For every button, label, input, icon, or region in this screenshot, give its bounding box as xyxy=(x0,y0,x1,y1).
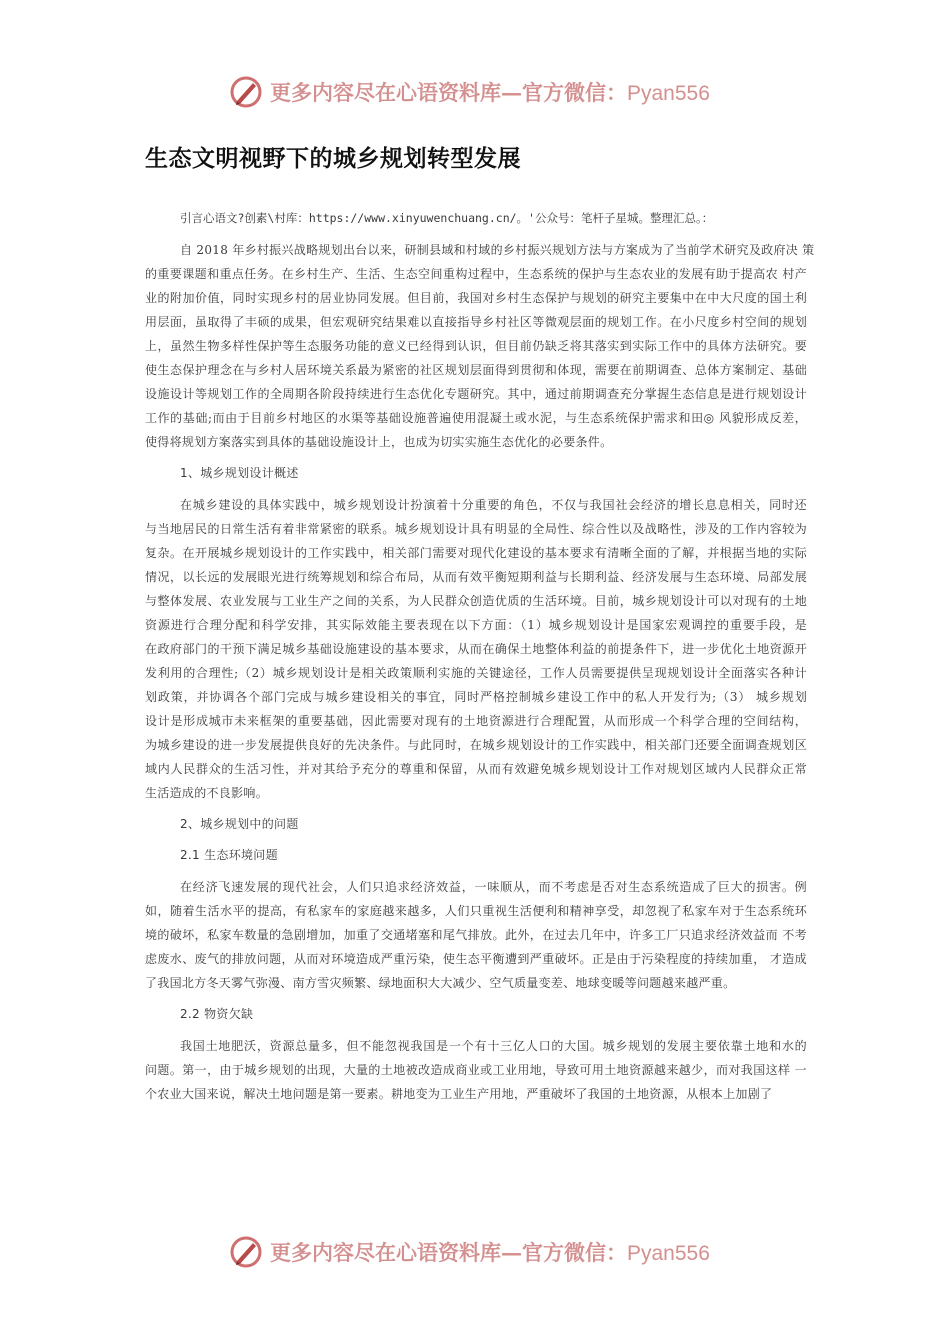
paragraph-line: 个农业大国来说，解决土地问题是第一要素。耕地变为工业生产用地，严重破坏了我国的土地资源，从根本上加剧了 xyxy=(145,1087,773,1101)
pen-logo-icon xyxy=(228,1234,264,1270)
paragraph-line: 生活造成的不良影响。 xyxy=(145,786,269,800)
paragraph-line: 设计是形成城市未来框架的重要基础，因此需要对现有的土地资源进行合理配置，从而形成一个科学合理的空间结构， xyxy=(145,714,807,728)
banner-slogan: 更多内容尽在心语资料库—官方微信： xyxy=(270,80,627,105)
subsection-heading: 2.1 生态环境问题 xyxy=(180,848,278,862)
paragraph-line: 使得将规划方案落实到具体的基础设施设计上，也成为切实实施生态优化的必要条件。 xyxy=(145,435,613,449)
paragraph-line: 与整体发展、农业发展与工业生产之间的关系，为人民群众创造优质的生活环境。目前，城乡规划设计可以对现有的土地 xyxy=(145,594,807,608)
pen-logo-icon xyxy=(228,74,264,110)
paragraph-line: 在经济飞速发展的现代社会，人们只追求经济效益，一味顺从，而不考虑是否对生态系统造成了巨大的损害。例 xyxy=(180,880,807,894)
subsection-heading: 2.2 物资欠缺 xyxy=(180,1007,254,1021)
section-heading: 1、城乡规划设计概述 xyxy=(180,466,299,480)
banner-text xyxy=(270,77,710,107)
banner-wechat-id: Pyan556 xyxy=(627,1242,710,1265)
paragraph-line: 情况，以长远的发展眼光进行统筹规划和综合布局，从而有效平衡短期利益与长期利益、经济发展与生态环境、局部发展 xyxy=(145,570,807,584)
paragraph-line: 设施设计等规划工作的全周期各阶段持续进行生态优化专题研究。其中，通过前期调查充分掌握生态信息是进行规划设计 xyxy=(145,387,807,401)
paragraph-line: 我国土地肥沃，资源总量多，但不能忽视我国是一个有十三亿人口的大国。城乡规划的发展主要依靠土地和水的 xyxy=(180,1039,807,1053)
paragraph-line: 复杂。在开展城乡规划设计的工作实践中，相关部门需要对现代化建设的基本要求有清晰全面的了解，并根据当地的实际 xyxy=(145,546,807,560)
paragraph-line: 了我国北方冬天雾气弥漫、南方雪灾频繁、绿地面积大大减少、空气质量变差、地球变暖等问题越来越严重。 xyxy=(145,976,736,990)
paragraph-line: 境的破坏，私家车数量的急剧增加，加重了交通堵塞和尾气排放。此外，在过去几年中，许多工厂只追求经济效益而 不考 xyxy=(145,928,807,942)
paragraph-line: 用层面，虽取得了丰硕的成果，但宏观研究结果难以直接指导乡村社区等微观层面的规划工作。在小尺度乡村空间的规划 xyxy=(145,315,807,329)
paragraph-line: 业的附加价值，同时实现乡村的居业协同发展。但目前，我国对乡村生态保护与规划的研究主要集中在中大尺度的国土利 xyxy=(145,291,807,305)
section-heading: 2、城乡规划中的问题 xyxy=(180,817,299,831)
paragraph-line: 如，随着生活水平的提高，有私家车的家庭越来越多，人们只重视生活便利和精神享受，却忽视了私家车对于生态系统环 xyxy=(145,904,807,918)
paragraph-line: 资源进行合理分配和科学安排，其实际效能主要表现在以下方面：（1）城乡规划设计是国家宏观调控的重要手段，是 xyxy=(145,618,807,632)
paragraph-line: 在政府部门的干预下满足城乡基础设施建设的基本要求，从而在确保土地整体利益的前提条件下，进一步优化土地资源开 xyxy=(145,642,807,656)
header-banner xyxy=(228,72,718,112)
source-note: 引言心语文?创素\村库：https://www.xinyuwenchuang.cn/。'公众号：笔杆子星城。整理汇总。： xyxy=(180,211,714,225)
paragraph-line: 使生态保护理念在与乡村人居环境关系最为紧密的社区规划层面得到贯彻和体现，需要在前期调查、总体方案制定、基础 xyxy=(145,363,807,377)
paragraph-line: 与当地居民的日常生活有着非常紧密的联系。城乡规划设计具有明显的全局性、综合性以及战略性，涉及的工作内容较为 xyxy=(145,522,807,536)
article-title: 生态文明视野下的城乡规划转型发展 xyxy=(145,146,521,172)
paragraph-line: 上，虽然生物多样性保护等生态服务功能的意义已经得到认识，但目前仍缺乏将其落实到实际工作中的具体方法研究。要 xyxy=(145,339,807,353)
paragraph-line: 虑废水、废气的排放问题，从而对环境造成严重污染，使生态平衡遭到严重破坏。正是由于污染程度的持续加重， 才造成 xyxy=(145,952,807,966)
paragraph-line: 发利用的合理性;（2）城乡规划设计是相关政策顺利实施的关键途径，工作人员需要提供呈现规划设计全面落实各种计 xyxy=(145,666,807,680)
paragraph-line: 划政策，并协调各个部门完成与城乡建设相关的事宜，同时严格控制城乡建设工作中的私人开发行为;（3） 城乡规划 xyxy=(145,690,807,704)
paragraph-line: 工作的基础;而由于目前乡村地区的水渠等基础设施普遍使用混凝土或水泥，与生态系统保护需求和田◎ 风貌形成反差， xyxy=(145,411,807,425)
paragraph-line: 为城乡建设的进一步发展提供良好的先决条件。与此同时，在城乡规划设计的工作实践中，相关部门还要全面调查规划区 xyxy=(145,738,807,752)
paragraph-line: 的重要课题和重点任务。在乡村生产、生活、生态空间重构过程中，生态系统的保护与生态农业的发展有助于提高农 村产 xyxy=(145,267,807,281)
paragraph-line: 问题。第一，由于城乡规划的出现，大量的土地被改造成商业或工业用地，导致可用土地资源越来越少，而对我国这样 一 xyxy=(145,1063,807,1077)
footer-banner xyxy=(228,1232,718,1272)
paragraph-line: 在城乡建设的具体实践中，城乡规划设计扮演着十分重要的角色，不仅与我国社会经济的增长息息相关，同时还 xyxy=(180,498,807,512)
paragraph-line: 自 2018 年乡村振兴战略规划出台以来，研制县域和村域的乡村振兴规划方法与方案成为了当前学术研究及政府决 策 xyxy=(180,243,815,257)
paragraph-line: 域内人民群众的生活习性，并对其给予充分的尊重和保留，从而有效避免城乡规划设计工作对规划区域内人民群众正常 xyxy=(145,762,807,776)
banner-wechat-id: Pyan556 xyxy=(627,82,710,105)
banner-slogan: 更多内容尽在心语资料库—官方微信： xyxy=(270,1240,627,1265)
banner-text xyxy=(270,1237,710,1267)
